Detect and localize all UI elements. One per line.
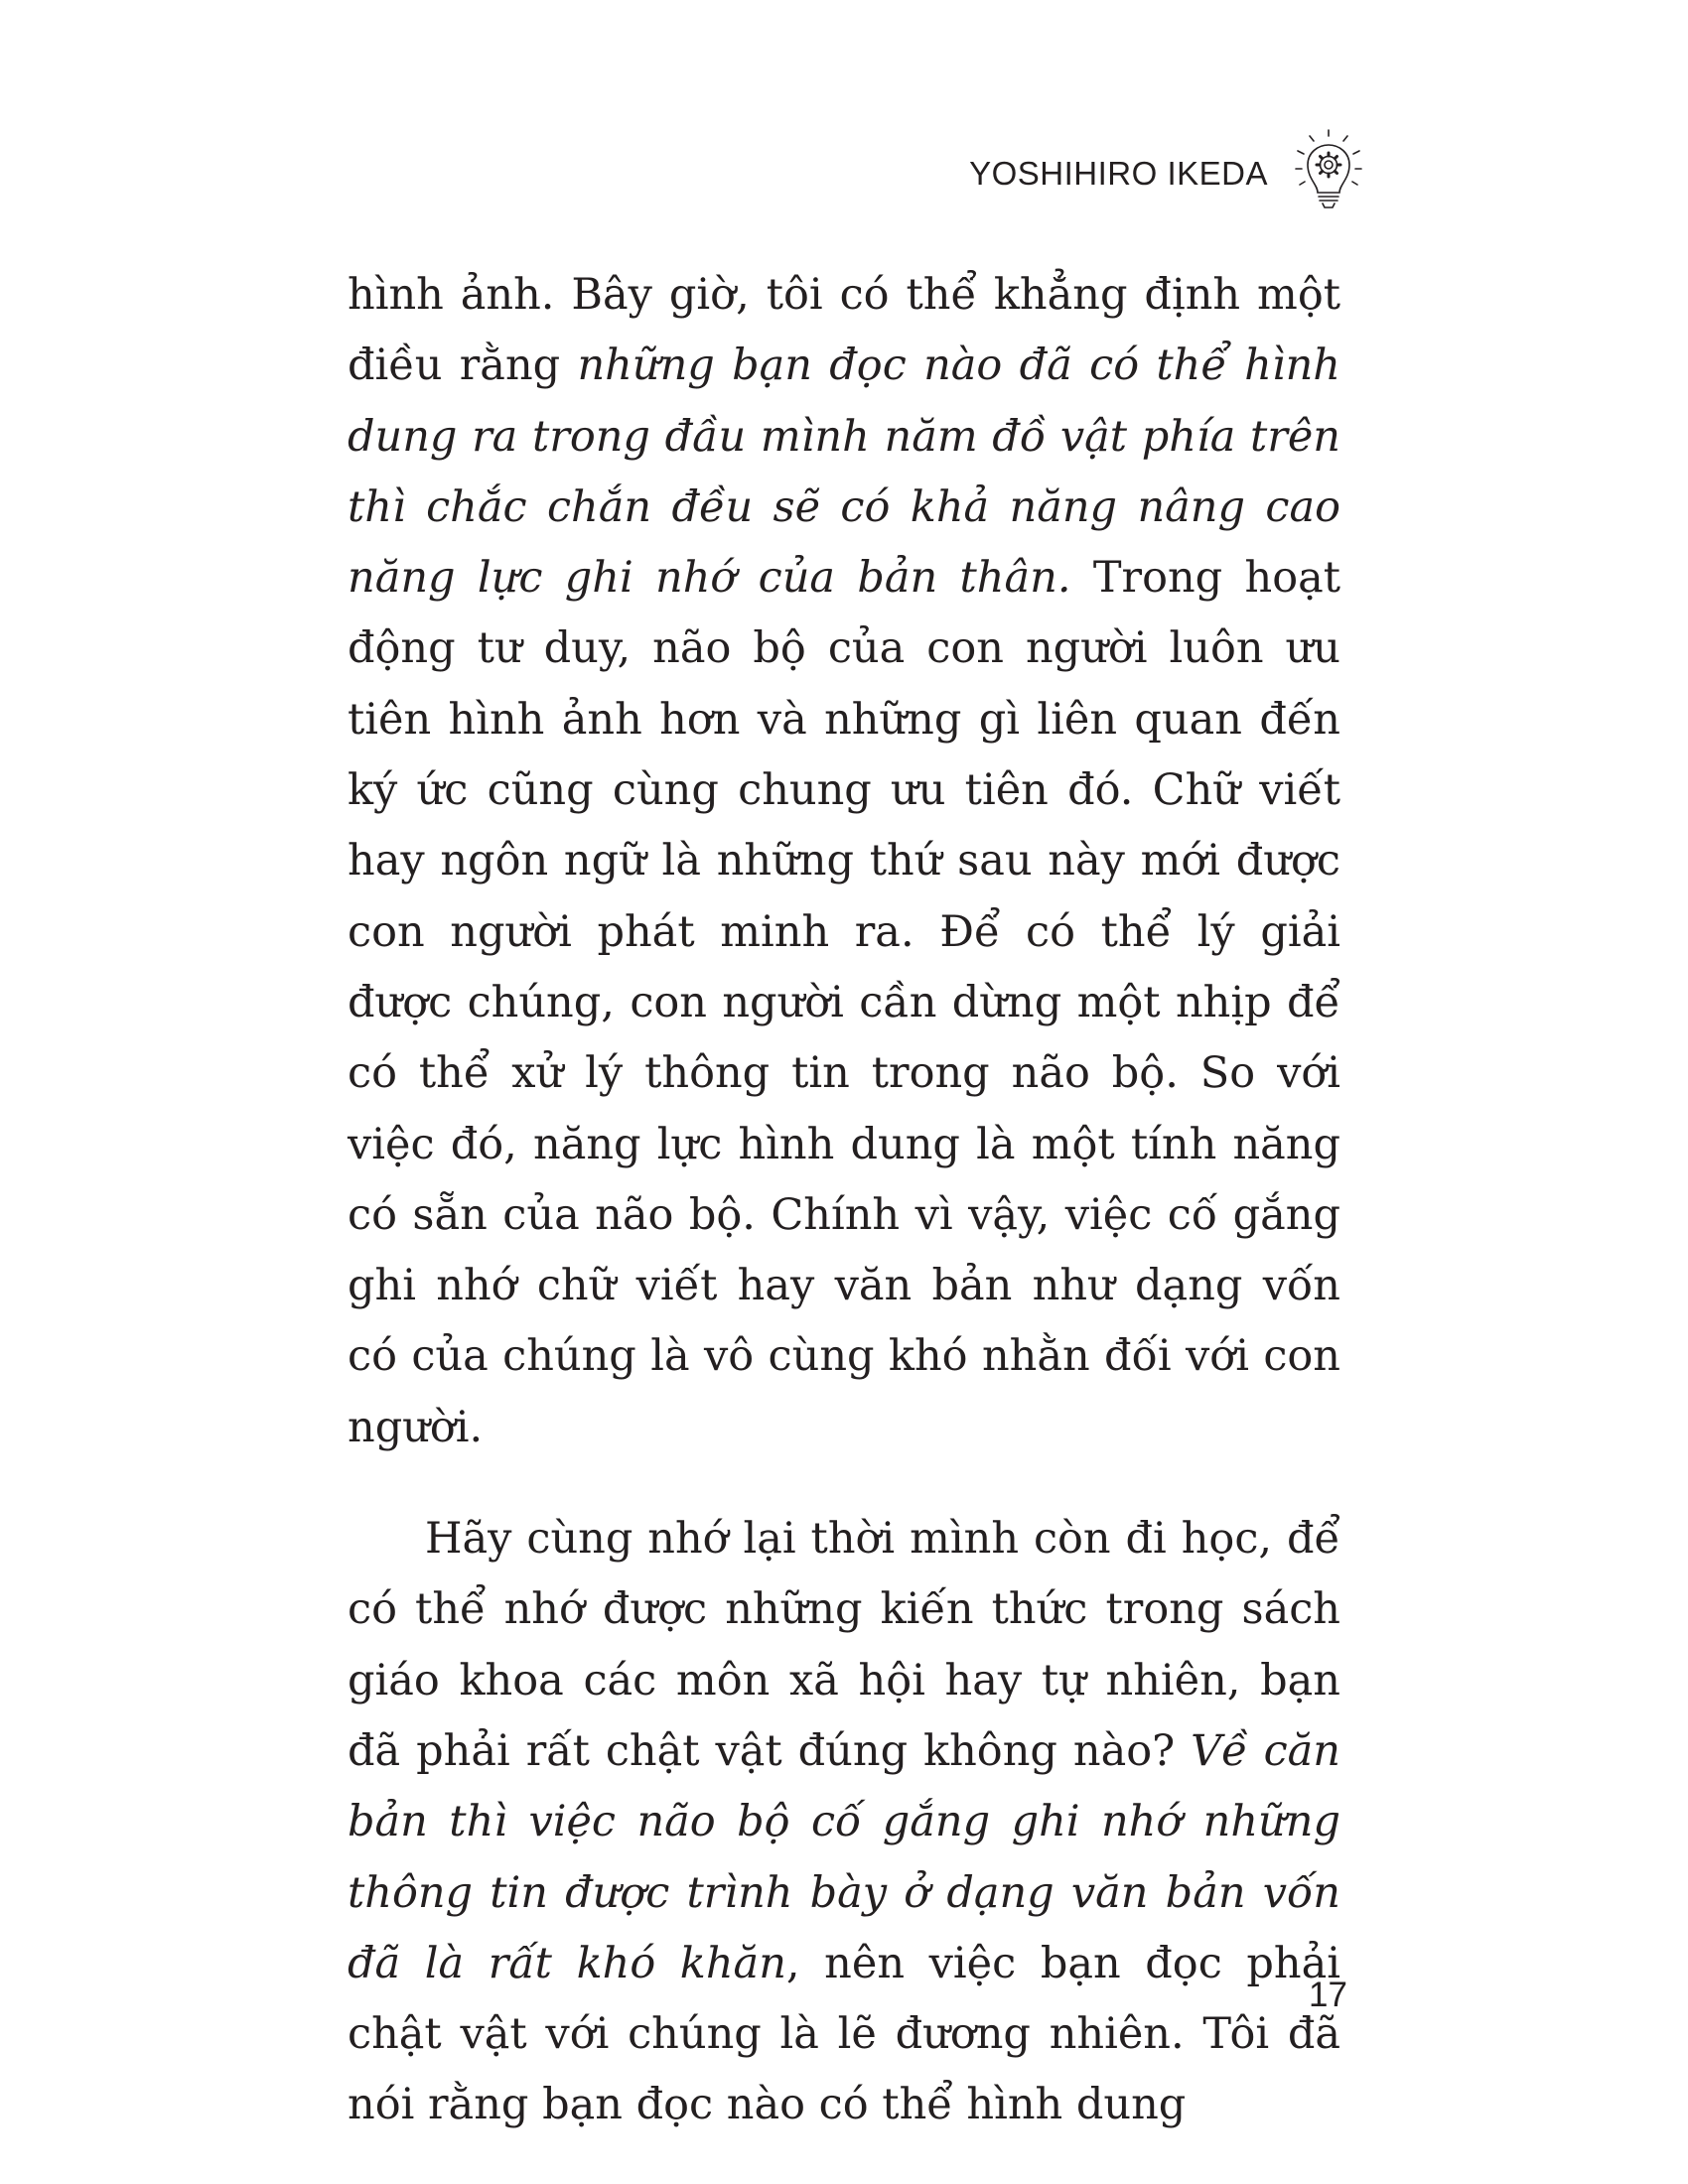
text-run: Hãy cùng nhớ lại thời mình còn đi học, để có thể nhớ được những kiến thức trong sách giáo khoa các môn xã hội hay tự nhiên, bạn đã phải rất chật vật đúng không nào?	[348, 1514, 1340, 1776]
author-name: YOSHIHIRO IKEDA	[969, 155, 1268, 192]
running-header	[0, 127, 1688, 226]
text-run: , nên việc bạn đọc phải chật vật với chúng là lẽ đương nhiên. Tôi đã nói rằng bạn đọc nào có thể hình dung	[348, 1938, 1340, 2130]
italic-text-run: Về căn bản thì việc não bộ cố gắng ghi nhớ những thông tin được trình bày ở dạng văn bản vốn đã là rất khó khăn	[348, 1725, 1340, 1988]
italic-text-run: những bạn đọc nào đã có thể hình dung ra trong đầu mình năm đồ vật phía trên thì chắc chắn đều sẽ có khả năng nâng cao năng lực ghi nhớ của bản thân.	[348, 341, 1340, 604]
page-number: 17	[1309, 1976, 1347, 2014]
text-run: Trong hoạt động tư duy, não bộ của con người luôn ưu tiên hình ảnh hơn và những gì liên quan đến ký ức cũng cùng chung ưu tiên đó. Chữ viết hay ngôn ngữ là những thứ sau này mới được con người phát minh ra. Để có thể lý giải được chúng, con người cần dừng một nhịp để có thể xử lý thông tin trong não bộ. So với việc đó, năng lực hình dung là một tính năng có sẵn của não bộ. Chính vì vậy, việc cố gắng ghi nhớ chữ viết hay văn bản như dạng vốn có của chúng là vô cùng khó nhằn đối với con người.	[348, 553, 1341, 1452]
paragraph	[348, 1504, 1340, 2141]
lightbulb-gear-icon	[1289, 127, 1368, 210]
paragraph	[348, 260, 1340, 1463]
body-text	[348, 260, 1340, 2141]
text-run: hình ảnh. Bây giờ, tôi có thể khẳng định một điều rằng	[348, 270, 1340, 391]
